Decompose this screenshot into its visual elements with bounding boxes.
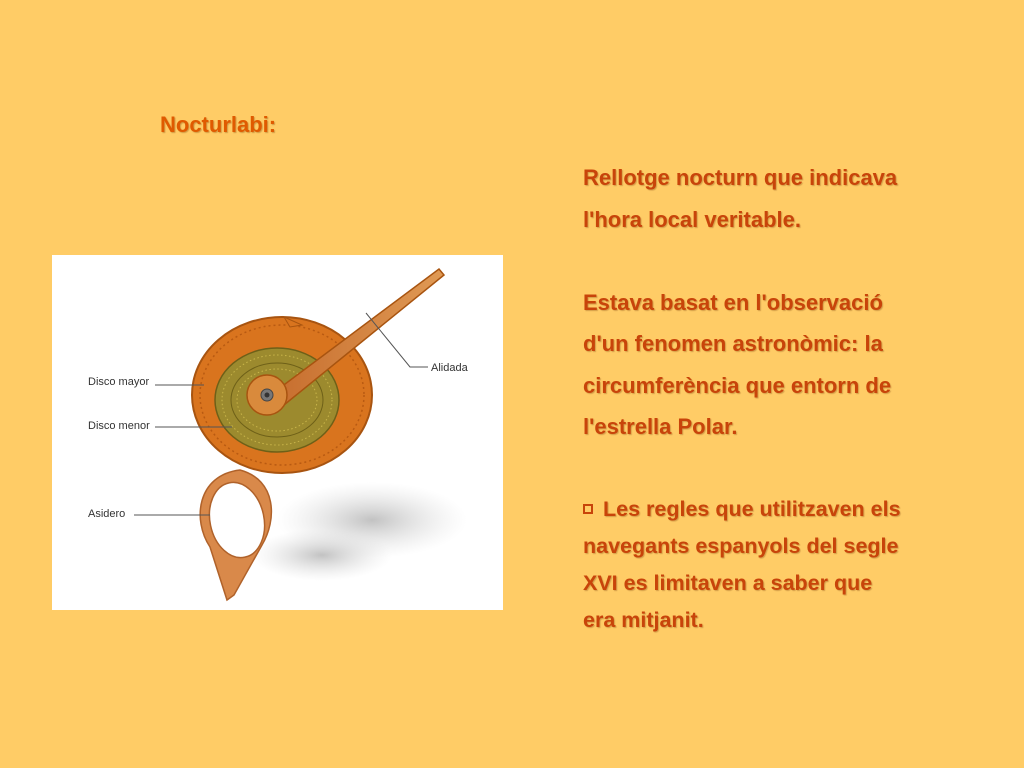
label-asidero: Asidero xyxy=(88,508,126,520)
definition-line-2: l'hora local veritable. xyxy=(583,206,801,232)
drop-shadow xyxy=(252,482,467,581)
basis-line-3: circumferència que entorn de xyxy=(583,372,892,398)
asidero-handle xyxy=(200,470,271,600)
slide-title: Nocturlabi: xyxy=(160,112,277,137)
description-text xyxy=(583,157,1003,639)
label-alidada: Alidada xyxy=(431,362,468,374)
definition-line-1: Rellotge nocturn que indicava xyxy=(583,165,898,190)
bullet-line-2: navegants espanyols del segle xyxy=(583,534,899,558)
bullet-item xyxy=(583,491,1003,639)
nocturlabe-illustration xyxy=(52,255,503,610)
label-disco-mayor: Disco mayor xyxy=(88,376,150,388)
basis-line-2: d'un fenomen astronòmic: la xyxy=(583,331,883,356)
square-bullet-icon xyxy=(583,504,593,514)
label-disco-menor: Disco menor xyxy=(88,420,150,432)
basis-line-4: l'estrella Polar. xyxy=(583,414,738,439)
bullet-line-1: Les regles que utilitzaven els xyxy=(603,497,901,521)
basis-line-1: Estava basat en l'observació xyxy=(583,289,883,315)
bullet-line-4: era mitjanit. xyxy=(583,608,704,632)
bullet-line-3: XVI es limitaven a saber que xyxy=(583,571,873,595)
